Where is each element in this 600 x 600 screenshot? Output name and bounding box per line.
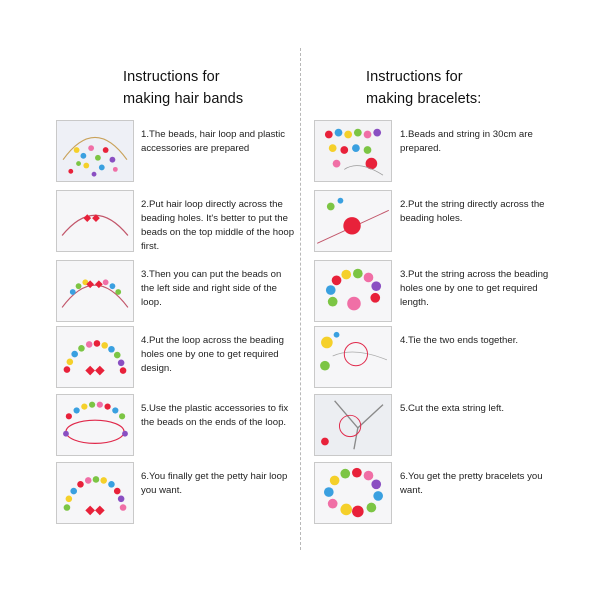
hair-bands-title-line2: making hair bands bbox=[123, 91, 244, 107]
bracelet-step-3-photo bbox=[314, 260, 392, 322]
bracelet-step-6-text: 6.You get the pretty bracelets you want. bbox=[400, 471, 543, 496]
bracelet-step-1-text: 1.Beads and string in 30cm are prepared. bbox=[400, 129, 533, 154]
bracelet-step-1-photo bbox=[314, 120, 392, 182]
bracelet-step-2-text: 2.Put the string directly across the beading holes. bbox=[400, 199, 545, 224]
hair-band-step-4-photo bbox=[56, 326, 134, 388]
string-through-bead-illustration bbox=[315, 191, 391, 251]
hair-band-step-3-photo bbox=[56, 260, 134, 322]
full-beaded-loop-illustration bbox=[57, 327, 133, 387]
hair-band-step-5 bbox=[56, 394, 296, 458]
bracelet-step-5-text: 5.Cut the exta string left. bbox=[400, 403, 504, 414]
hair-band-step-6-text: 6.You finally get the petty hair loop you want. bbox=[141, 471, 288, 496]
bracelet-step-4-photo bbox=[314, 326, 392, 388]
bracelet-step-1 bbox=[314, 120, 596, 184]
hair-bands-title bbox=[123, 66, 243, 110]
tie-ends-illustration bbox=[315, 327, 391, 387]
bracelet-step-5-photo bbox=[314, 394, 392, 456]
beaded-loop-illustration bbox=[57, 261, 133, 321]
bracelet-step-2 bbox=[314, 190, 596, 254]
hair-loop-illustration bbox=[57, 191, 133, 251]
hair-band-step-6 bbox=[56, 462, 296, 526]
hair-band-step-2-photo bbox=[56, 190, 134, 252]
hair-band-step-1-text: 1.The beads, hair loop and plastic accessories are prepared bbox=[141, 129, 285, 154]
bracelet-step-4-text: 4.Tie the two ends together. bbox=[400, 335, 519, 346]
bracelet-step-6 bbox=[314, 462, 596, 526]
beads-and-string-illustration bbox=[315, 121, 391, 181]
hair-band-step-4-text: 4.Put the loop across the beading holes one by one to get required design. bbox=[141, 335, 284, 374]
hair-band-step-5-text: 5.Use the plastic accessories to fix the beads on the ends of the loop. bbox=[141, 403, 289, 428]
hair-band-step-3 bbox=[56, 260, 296, 324]
hair-band-step-1 bbox=[56, 120, 296, 184]
bracelets-title-line1: Instructions for bbox=[366, 69, 463, 85]
hair-band-step-4 bbox=[56, 326, 296, 390]
finished-bracelet-illustration bbox=[315, 463, 391, 523]
bracelet-step-3 bbox=[314, 260, 596, 324]
bracelet-step-2-photo bbox=[314, 190, 392, 252]
hair-bands-title-line1: Instructions for bbox=[123, 69, 220, 85]
hair-band-step-6-photo bbox=[56, 462, 134, 524]
bracelet-step-3-text: 3.Put the string across the beading holes one by one to get required length. bbox=[400, 269, 549, 308]
hair-band-step-2-text: 2.Put hair loop directly across the beading holes. It's better to put the beads on the top middle of the hoop first. bbox=[141, 199, 295, 252]
bracelet-step-4 bbox=[314, 326, 596, 390]
hair-band-step-3-text: 3.Then you can put the beads on the left side and right side of the loop. bbox=[141, 269, 282, 308]
bracelet-step-6-photo bbox=[314, 462, 392, 524]
hair-band-step-5-photo bbox=[56, 394, 134, 456]
stringing-beads-illustration bbox=[315, 261, 391, 321]
bracelets-title bbox=[366, 66, 481, 110]
bracelets-title-line2: making bracelets: bbox=[366, 91, 482, 107]
beads-and-loop-illustration bbox=[57, 121, 133, 181]
bracelet-step-5 bbox=[314, 394, 596, 458]
cut-string-illustration bbox=[315, 395, 391, 455]
hair-band-step-1-photo bbox=[56, 120, 134, 182]
column-divider bbox=[300, 48, 301, 550]
finished-hair-loop-illustration bbox=[57, 463, 133, 523]
hair-band-step-2 bbox=[56, 190, 296, 254]
loop-ends-highlight-illustration bbox=[57, 395, 133, 455]
